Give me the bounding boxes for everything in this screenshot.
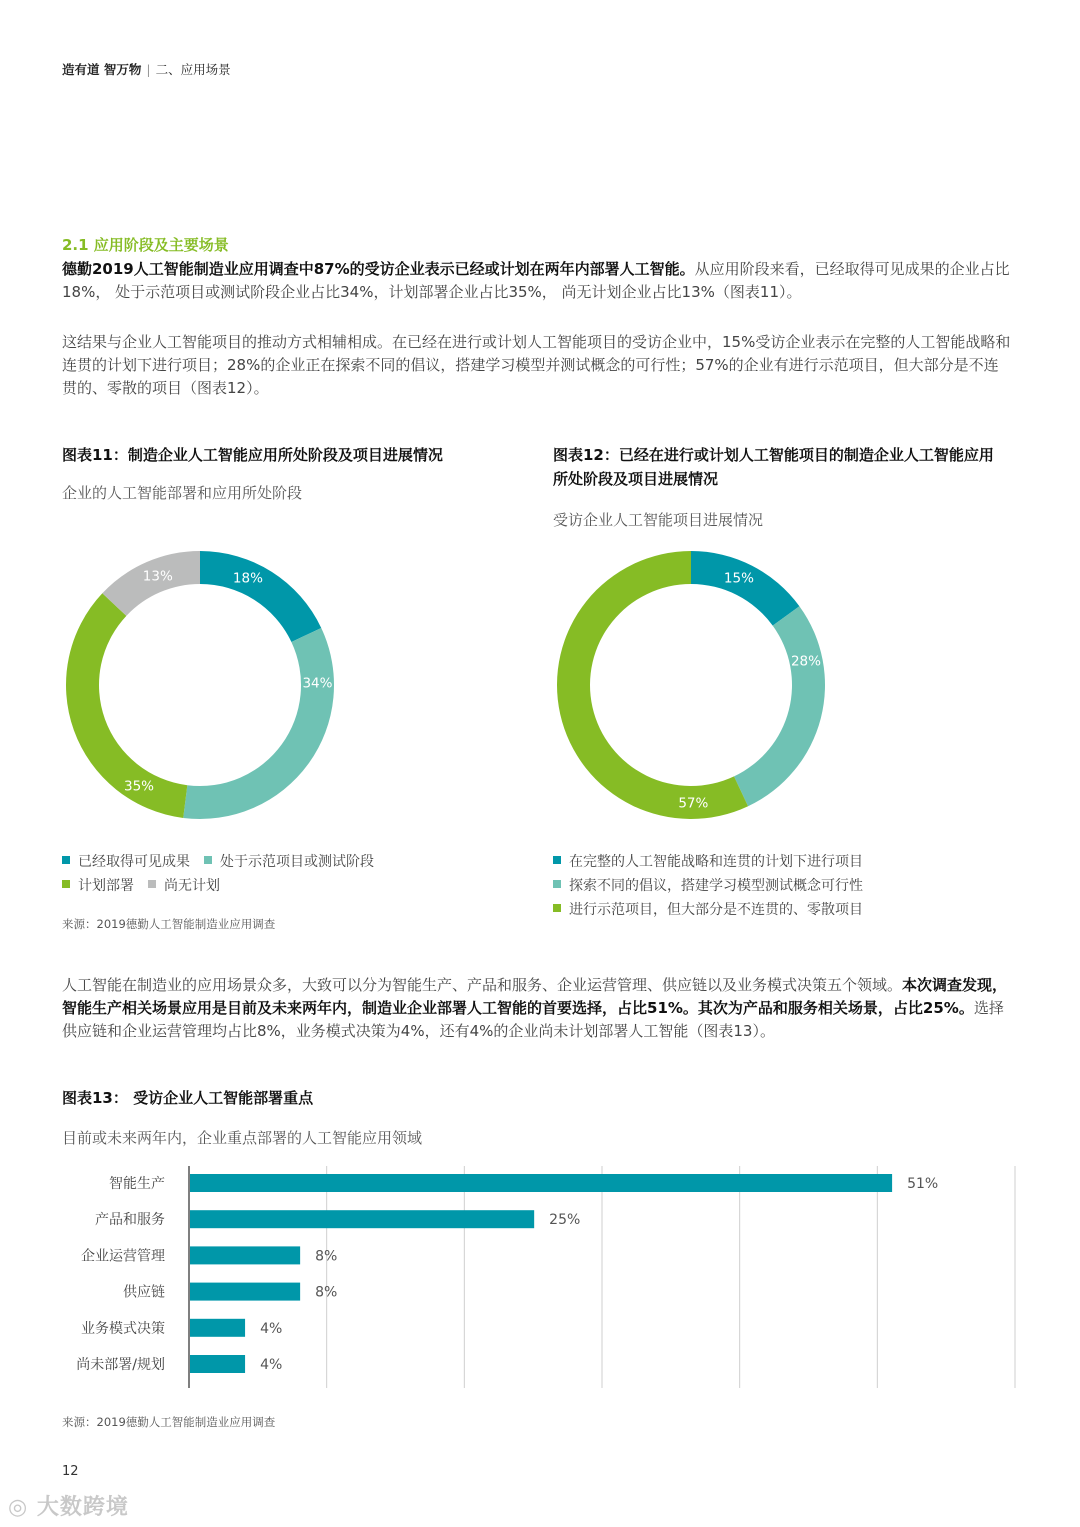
fig13-value-label: 4% (260, 1320, 283, 1337)
fig11-subtitle: 企业的人工智能部署和应用所处阶段 (62, 484, 303, 502)
fig11-slice-label: 18% (232, 570, 263, 587)
fig12-legend-label: 在完整的人工智能战略和连贯的计划下进行项目 (569, 854, 863, 870)
fig13-bar (190, 1319, 245, 1337)
watermark-logo: ◎ 大数跨境 (8, 1495, 129, 1520)
header-separator: | (146, 62, 151, 77)
fig13-value-label: 25% (549, 1212, 581, 1229)
fig12-legend-item (553, 850, 1013, 874)
legend-swatch-gray (148, 880, 156, 888)
fig12-slice-label: 57% (678, 795, 709, 812)
fig11-legend-label: 尚无计划 (164, 878, 220, 894)
header-brand: 造有道 智万物 (62, 62, 142, 77)
fig13-value-label: 8% (315, 1248, 338, 1265)
fig11-legend-label: 计划部署 (78, 878, 134, 894)
header-section: 二、应用场景 (155, 62, 231, 77)
fig12-slice (691, 551, 799, 626)
drive-paragraph: 这结果与企业人工智能项目的推动方式相辅相成。在已经在进行或计划人工智能项目的受访企业中，15%受访企业表示在完整的人工智能战略和连贯的计划下进行项目；28%的企业正在探索不同的倡议，搭建学习模型并测试概念的可行性；57%的企业有进行示范项目，但大部分是不连贯的、零散的项目（图表12）。 (62, 333, 1011, 397)
legend-swatch-green (553, 904, 561, 912)
fig13-category-label: 智能生产 (109, 1176, 165, 1192)
fig13-value-label: 4% (260, 1357, 283, 1373)
section-title: 2.1 应用阶段及主要场景 (62, 236, 229, 254)
fig11-slice (200, 551, 321, 642)
fig12-title: 图表12：已经在进行或计划人工智能项目的制造企业人工智能应用所处阶段及项目进展情况 (553, 446, 994, 488)
fig12-slice (734, 606, 825, 806)
fig11-source: 来源：2019德勤人工智能制造业应用调查 (62, 917, 276, 931)
page-number: 12 (62, 1464, 79, 1479)
watermark-text: 大数跨境 (36, 1495, 129, 1520)
fig11-legend-label: 处于示范项目或测试阶段 (220, 854, 374, 870)
fig13-source: 来源：2019德勤人工智能制造业应用调查 (62, 1415, 276, 1429)
fig12-subtitle: 受访企业人工智能项目进展情况 (553, 511, 764, 529)
fig12-donut-chart (546, 540, 836, 830)
fig12-legend-item (553, 874, 1013, 898)
fig11-slice-label: 35% (124, 778, 155, 795)
fig12-slice (557, 551, 748, 819)
fig12-legend-label: 进行示范项目，但大部分是不连贯的、零散项目 (569, 902, 863, 918)
fig13-category-label: 尚未部署/规划 (76, 1357, 165, 1373)
intro-paragraph-rest: 从应用阶段来看，已经取得可见成果的企业占比18%， 处于示范项目或测试阶段企业占比34%，计划部署企业占比35%， 尚无计划企业占比13%（图表11）。 (62, 260, 1010, 301)
legend-swatch-green (62, 880, 70, 888)
fig13-bar (190, 1283, 300, 1301)
legend-swatch-dark-teal (553, 856, 561, 864)
fig13-value-label: 8% (315, 1284, 338, 1301)
fig11-legend-item (148, 874, 220, 898)
fig13-category-label: 供应链 (123, 1284, 165, 1301)
fig12-legend-item (553, 898, 1013, 922)
fig13-bar (190, 1210, 534, 1228)
fig13-bar-chart (55, 1160, 1025, 1395)
fig13-subtitle: 目前或未来两年内，企业重点部署的人工智能应用领域 (62, 1129, 423, 1147)
legend-swatch-light-teal (204, 856, 212, 864)
scenario-paragraph-bold: 本次调查发现，智能生产相关场景应用是目前及未来两年内，制造业企业部署人工智能的首要选择，占比51%。其次为产品和服务相关场景，占比25%。 (62, 976, 1008, 1017)
fig13-bar (190, 1174, 892, 1192)
fig12-slice-label: 15% (723, 570, 754, 587)
fig11-donut-chart (55, 540, 345, 830)
fig11-legend-item (62, 850, 190, 874)
page-header (62, 60, 231, 78)
scenario-paragraph-text: 人工智能在制造业的应用场景众多，大致可以分为智能生产、产品和服务、企业运营管理、供应链以及业务模式决策五个领域。 (62, 976, 903, 994)
intro-paragraph-bold: 德勤2019人工智能制造业应用调查中87%的受访企业表示已经或计划在两年内部署人工智能。 (62, 260, 695, 278)
fig12-legend-label: 探索不同的倡议，搭建学习模型测试概念可行性 (569, 878, 863, 894)
legend-swatch-dark-teal (62, 856, 70, 864)
fig11-legend (62, 850, 522, 898)
scenario-paragraph-text-2: 选择供应链和企业运营管理均占比8%，业务模式决策为4%，还有4%的企业尚未计划部署人工智能（图表13）。 (62, 999, 1004, 1040)
legend-swatch-light-teal (553, 880, 561, 888)
fig13-bar (190, 1355, 245, 1373)
fig13-value-label: 51% (907, 1176, 939, 1192)
fig11-legend-item (204, 850, 374, 874)
fig11-title: 图表11：制造企业人工智能应用所处阶段及项目进展情况 (62, 446, 443, 464)
fig13-category-label: 产品和服务 (95, 1212, 165, 1229)
fig13-category-label: 业务模式决策 (81, 1320, 165, 1337)
fig13-bar (190, 1246, 300, 1264)
fig11-legend-label: 已经取得可见成果 (78, 854, 190, 870)
fig11-slice (183, 628, 334, 819)
scenario-paragraph (62, 974, 1012, 1043)
fig12-slice-label: 28% (790, 653, 821, 670)
fig13-category-label: 企业运营管理 (81, 1248, 165, 1265)
fig11-slice-label: 34% (302, 675, 333, 692)
fig11-slice-label: 13% (142, 568, 173, 585)
fig11-legend-item (62, 874, 134, 898)
intro-paragraph (62, 258, 1012, 304)
fig12-legend (553, 850, 1013, 922)
fig13-title: 图表13： 受访企业人工智能部署重点 (62, 1089, 314, 1107)
